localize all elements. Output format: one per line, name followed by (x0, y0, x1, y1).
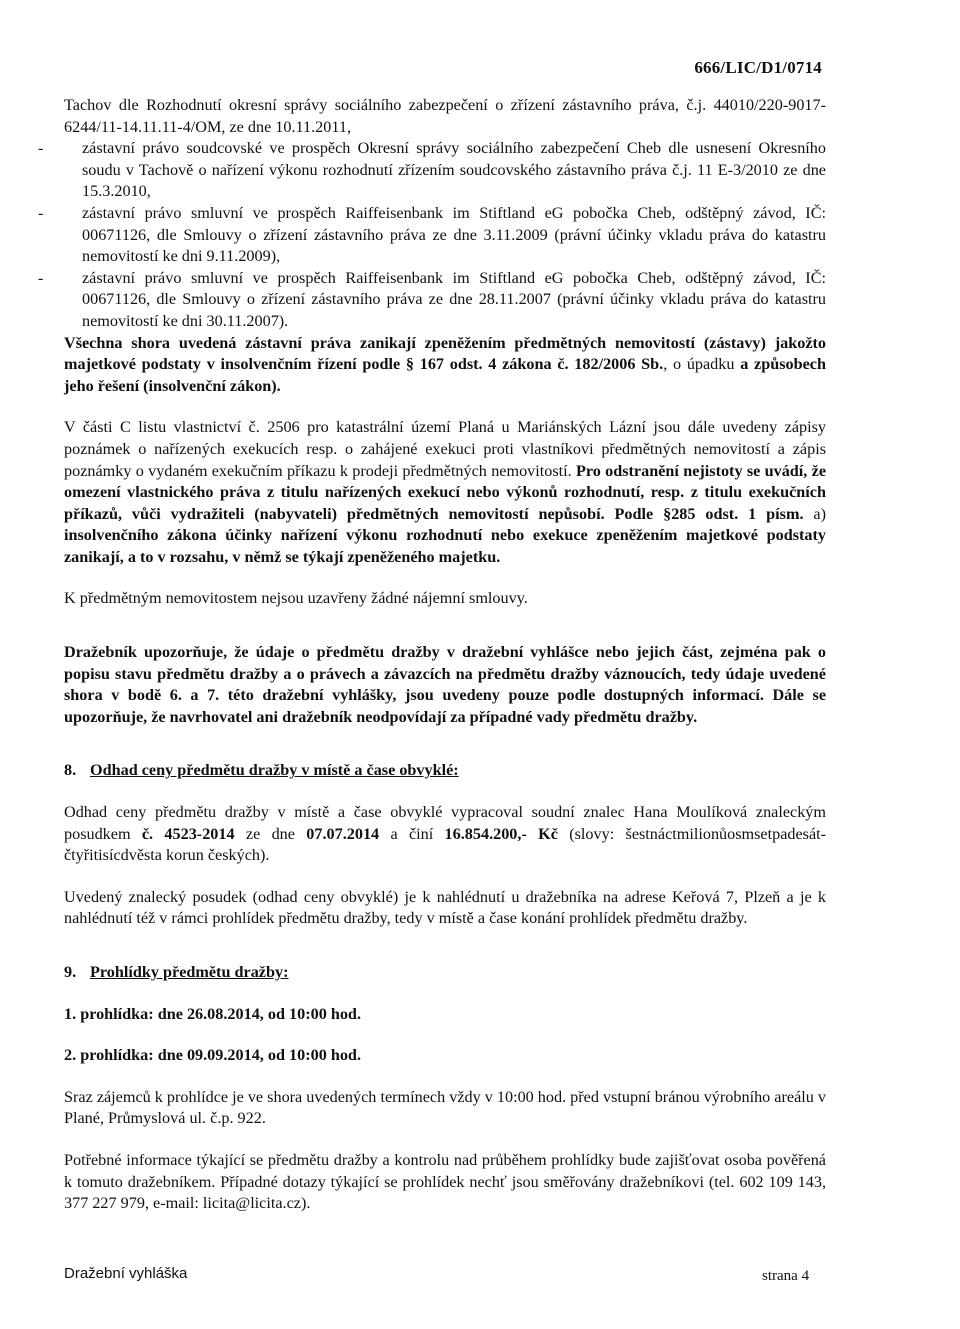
footer-page-number: strana 4 (762, 1268, 810, 1284)
text-normal: ze dne (234, 824, 307, 843)
section-title: Odhad ceny předmětu dražby v místě a čase obvyklé: (90, 761, 459, 780)
text-normal: (slovy: šestnáctmilionůosmsetpadesát-čtyřitisícdvěsta korun českých). (64, 824, 827, 865)
text-normal: a) (803, 504, 826, 523)
list-item-raiffeisen-2: - zástavní právo smluvní ve prospěch Raiffeisenbank im Stiftland eG pobočka Cheb, odštěpný závod, IČ: 00671126, dle Smlouvy o zřízení zástavního práva ze dne 28.11.2007 (právní účinky vkladu práva do katastru nemovitostí ke dni 30.11.2007). (64, 268, 826, 333)
text-normal: a činí (379, 824, 445, 843)
text-bold: Všechna shora uvedená zástavní práva zanikají zpeněžením předmětných nemovitostí (zástavy) jakožto majetkové podstaty v insolvenčním řízení podle § 167 odst. 4 zákona č. 182/2006 Sb. (64, 333, 826, 374)
paragraph-odhad-ceny (64, 802, 826, 867)
paragraph-informace: Potřebné informace týkající se předmětu dražby a kontrolu nad průběhem prohlídky bude zajišťovat osoba pověřená k tomuto dražebníkem. Případné dotazy týkající se prohlídek nechť jsou směřovány dražebníkovi (tel. 602 109 143, 377 227 979, e-mail: licita@licita.cz). (64, 1150, 826, 1213)
document-body (64, 95, 826, 1215)
text-bold: 07.07.2014 (306, 824, 380, 843)
text-normal: Odhad ceny předmětu dražby v místě a čase obvyklé vypracoval soudní znalec Hana Moulíková znaleckým posudkem (64, 803, 826, 843)
list-item-soudcovske: - zástavní právo soudcovské ve prospěch Okresní správy sociálního zabezpečení Cheb dle usnesení Okresního soudu v Tachově o nařízení výkonu rozhodnutí zřízením soudcovského zástavního práva č.j. 11 E-3/2010 ze dne 15.3.2010, (64, 138, 826, 203)
visit-1: 1. prohlídka: dne 26.08.2014, od 10:00 hod. (64, 1004, 361, 1023)
text-bold: 16.854.200,- Kč (444, 824, 558, 843)
paragraph-cast-c (64, 417, 826, 568)
paragraph-najemni-smlouvy: K předmětným nemovitostem nejsou uzavřeny žádné nájemní smlouvy. (64, 589, 528, 608)
text-bold: insolvenčního zákona účinky nařízení výkonu rozhodnutí nebo exekuce zpeněžením majetkové podstaty zanikají, a to v rozsahu, v němž se týkají zpeněženého majetku. (64, 526, 826, 566)
paragraph-sraz: Sraz zájemců k prohlídce je ve shora uvedených termínech vždy v 10:00 hod. před vstupní bránou výrobního areálu v Plané, Průmyslová ul. č.p. 922. (64, 1087, 826, 1128)
section-number: 8. (64, 761, 77, 780)
document-id: 666/LIC/D1/0714 (694, 58, 822, 77)
text-bold: č. 4523-2014 (141, 824, 235, 843)
text-bold: Pro odstranění nejistoty se uvádí, že omezení vlastnického práva z titulu nařízených exekucí nebo výkonů rozhodnutí, resp. z titulu exekučních příkazů, vůči vydražiteli (nabyvateli) předmětných nemovitostí nepůsobí. Podle §285 odst. 1 písm. (64, 461, 827, 523)
footer-document-title: Dražební vyhláška (64, 1265, 188, 1282)
paragraph-zastavni-prava (64, 333, 826, 398)
section-number: 9. (64, 963, 77, 981)
paragraph-znalecky-posudek: Uvedený znalecký posudek (odhad ceny obvyklé) je k nahlédnutí u dražebníka na adrese Keřová 7, Plzeň a je k nahlédnutí též v rámci prohlídek předmětu dražby, tedy v místě a čase konání prohlídek předmětu dražby. (64, 887, 826, 928)
text-normal: , o úpadku (663, 355, 735, 374)
list-item-raiffeisen-1: - zástavní právo smluvní ve prospěch Raiffeisenbank im Stiftland eG pobočka Cheb, odštěpný závod, IČ: 00671126, dle Smlouvy o zřízení zástavního práva ze dne 3.11.2009 (právní účinky vkladu práva do katastru nemovitostí ke dni 9.11.2009), (64, 203, 826, 268)
section-title: Prohlídky předmětu dražby: (90, 963, 289, 981)
text-bold: a způsobech jeho řešení (insolvenční zákon). (64, 355, 826, 395)
visit-2: 2. prohlídka: dne 09.09.2014, od 10:00 hod. (64, 1046, 361, 1065)
text-normal: V části C listu vlastnictví č. 2506 pro katastrální území Planá u Mariánských Lázní jsou dále uvedeny zápisy poznámek o nařízených exekucích resp. o zahájené exekuci proti vlastníkovi předmětných nemovitostí a zápis poznámky o vydaném exekučním příkazu k prodeji předmětných nemovitostí. (64, 418, 826, 480)
paragraph-tachov: Tachov dle Rozhodnutí okresní správy sociálního zabezpečení o zřízení zástavního práva, č.j. 44010/220-9017-6244/11-14.11.11-4/OM, ze dne 10.11.2011, (64, 96, 826, 136)
paragraph-upozorneni: Dražebník upozorňuje, že údaje o předmětu dražby v dražební vyhlášce nebo jejich část, zejména pak o popisu stavu předmětu dražby a o právech a závazcích na předmětu dražby váznoucích, tedy údaje uvedené shora v bodě 6. a 7. této dražební vyhlášky, jsou uvedeny pouze podle dostupných informací. Dále se upozorňuje, že navrhovatel ani dražebník neodpovídají za případné vady předmětu dražby. (64, 643, 826, 726)
section-9-heading (64, 962, 826, 984)
section-8-heading (64, 760, 826, 782)
